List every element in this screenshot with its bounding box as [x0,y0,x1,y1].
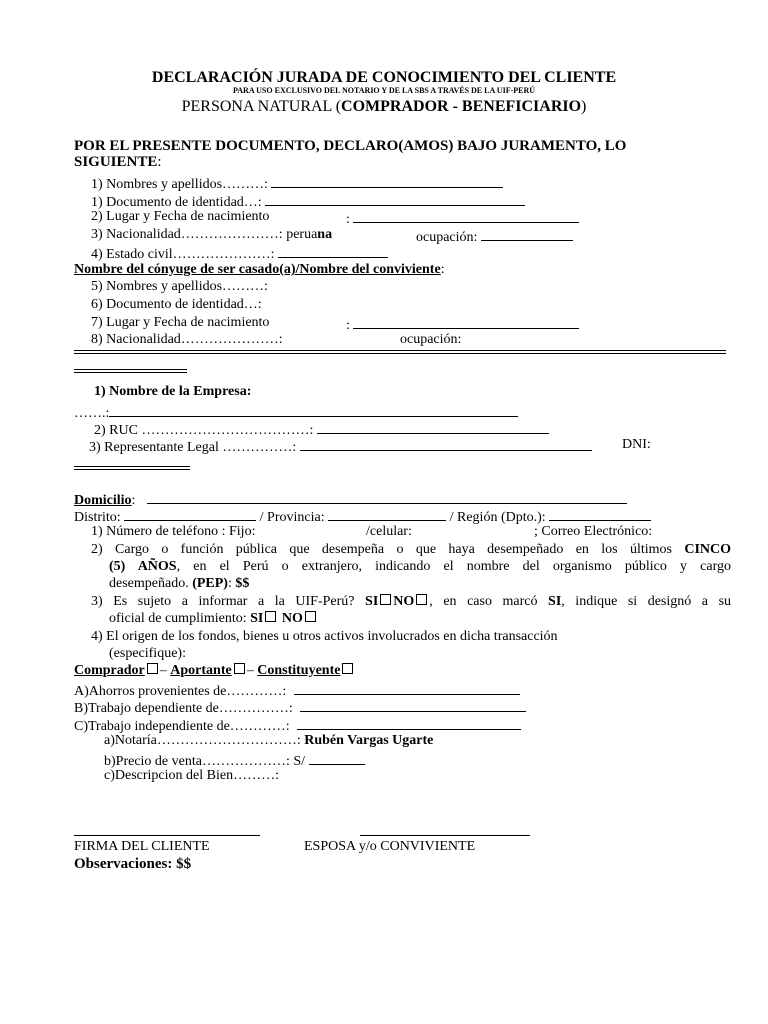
company-dni: DNI: [622,437,651,452]
spouse-nationality: 8) Nacionalidad…………………: [91,332,283,347]
full-name-line[interactable] [271,174,503,188]
district-line[interactable] [124,507,256,521]
uif-si-checkbox[interactable] [380,594,391,605]
independent-work-source: C)Trabajo independiente de…………: [74,716,521,735]
section-divider [74,350,726,354]
pep-question-line-2: (5) AÑOS, en el Perú o extranjero, indicando el nombre del organismo público y cargo [109,559,731,574]
field-id-document: 1) Documento de identidad…: [91,192,525,211]
intro-line-2: SIGUIENTE: [74,154,162,170]
spouse-occupation: ocupación: [400,332,462,347]
role-heading: COMPRADOR - BENEFICIARIO [341,98,582,115]
pep-question-line-1: 2) Cargo o función pública que desempeña o que haya desempeñado en los últimos CINCO [91,542,731,557]
marital-status-line[interactable] [278,244,388,258]
dependent-work-source: B)Trabajo dependiente de……………: [74,698,526,717]
independent-work-line[interactable] [297,716,521,730]
phone-cellular: /celular: [366,524,412,539]
field-nationality: 3) Nacionalidad…………………: peruana [91,227,333,242]
region-line[interactable] [549,507,651,521]
funds-origin-line-1: 4) El origen de los fondos, bienes u otros activos involucrados en dicha transacción [91,629,558,644]
document-title: DECLARACIÓN JURADA DE CONOCIMIENTO DEL CLIENTE [151,69,617,86]
phone-landline: 1) Número de teléfono : Fijo: [91,524,256,539]
spouse-birth-line[interactable] [353,315,579,329]
field-marital-status: 4) Estado civil…………………: [91,244,388,263]
spouse-id-document: 6) Documento de identidad…: [91,297,262,312]
address-district-row: Distrito: / Provincia: / Región (Dpto.): [74,507,651,526]
sale-price-line[interactable] [309,751,365,765]
constituent-checkbox[interactable] [342,663,353,674]
uif-question-line-2: oficial de cumplimiento: SI NO [109,611,318,627]
uif-no-checkbox[interactable] [416,594,427,605]
birth-place-date-line[interactable] [353,209,579,223]
field-birth-place-date-entry: : [346,209,579,228]
section-divider-short [74,369,187,373]
dependent-work-line[interactable] [300,698,526,712]
spouse-heading: Nombre del cónyuge de ser casado(a)/Nombre del conviviente: [74,262,445,277]
province-line[interactable] [328,507,446,521]
company-name-field: …….: [74,403,518,422]
sale-price: b)Precio de venta………………: S/ [104,751,365,770]
savings-source: A)Ahorros provenientes de…………: [74,681,520,700]
field-full-name: 1) Nombres y apellidos………: [91,174,503,193]
uif-question-line-1: 3) Es sujeto a informar a la UIF-Perú? SI NO , en caso marcó SI, indique si designó a su [91,594,732,609]
observations: Observaciones: $$ [74,856,192,872]
ruc-line[interactable] [317,420,549,434]
savings-source-line[interactable] [294,681,520,695]
legal-representative: 3) Representante Legal ……………: [89,437,592,456]
field-birth-place-date: 2) Lugar y Fecha de nacimiento [91,209,270,224]
legal-representative-line[interactable] [300,437,592,451]
company-name-label: 1) Nombre de la Empresa: [94,384,252,399]
observations-value: $$ [176,856,192,872]
notary-value: Rubén Vargas Ugarte [304,733,434,748]
section-divider-short [74,466,190,470]
spouse-birth-place-date-entry: : [346,315,579,334]
spouse-full-name: 5) Nombres y apellidos………: [91,279,268,294]
field-occupation: ocupación: [416,227,573,246]
client-signature-label: FIRMA DEL CLIENTE [74,839,210,854]
asset-description: c)Descripcion del Bien………: [104,768,279,783]
address-line[interactable] [147,490,627,504]
buyer-checkbox[interactable] [147,663,158,674]
spouse-signature-label: ESPOSA y/o CONVIVIENTE [304,839,476,854]
notary: a)Notaría…………………………: Rubén Vargas Ugarte [104,733,434,748]
document-subtitle: PARA USO EXCLUSIVO DEL NOTARIO Y DE LA SBS A TRAVÉS DE LA UIF-PERÚ [232,86,536,95]
funds-origin-line-2: (especifique): [109,646,186,661]
occupation-line[interactable] [481,227,573,241]
officer-no-checkbox[interactable] [305,611,316,622]
spouse-signature-line[interactable] [360,835,530,836]
role-selection: Comprador – Aportante – Constituyente [74,663,355,679]
id-document-line[interactable] [265,192,525,206]
contributor-checkbox[interactable] [234,663,245,674]
company-ruc: 2) RUC ………………………………: [94,420,549,439]
address-field: Domicilio: [74,490,627,509]
nationality-value: peruana [286,227,333,242]
officer-si-checkbox[interactable] [265,611,276,622]
company-name-line[interactable] [109,403,518,417]
spouse-birth-place-date: 7) Lugar y Fecha de nacimiento [91,315,270,330]
document-type: PERSONA NATURAL (COMPRADOR - BENEFICIARIO) [181,98,587,115]
pep-value: $$ [235,576,250,591]
email: ; Correo Electrónico: [534,524,653,539]
pep-question-line-3: desempeñado. (PEP): $$ [109,576,250,591]
client-signature-line[interactable] [74,835,260,836]
intro-line-1: POR EL PRESENTE DOCUMENTO, DECLARO(AMOS) BAJO JURAMENTO, LO [74,138,627,154]
